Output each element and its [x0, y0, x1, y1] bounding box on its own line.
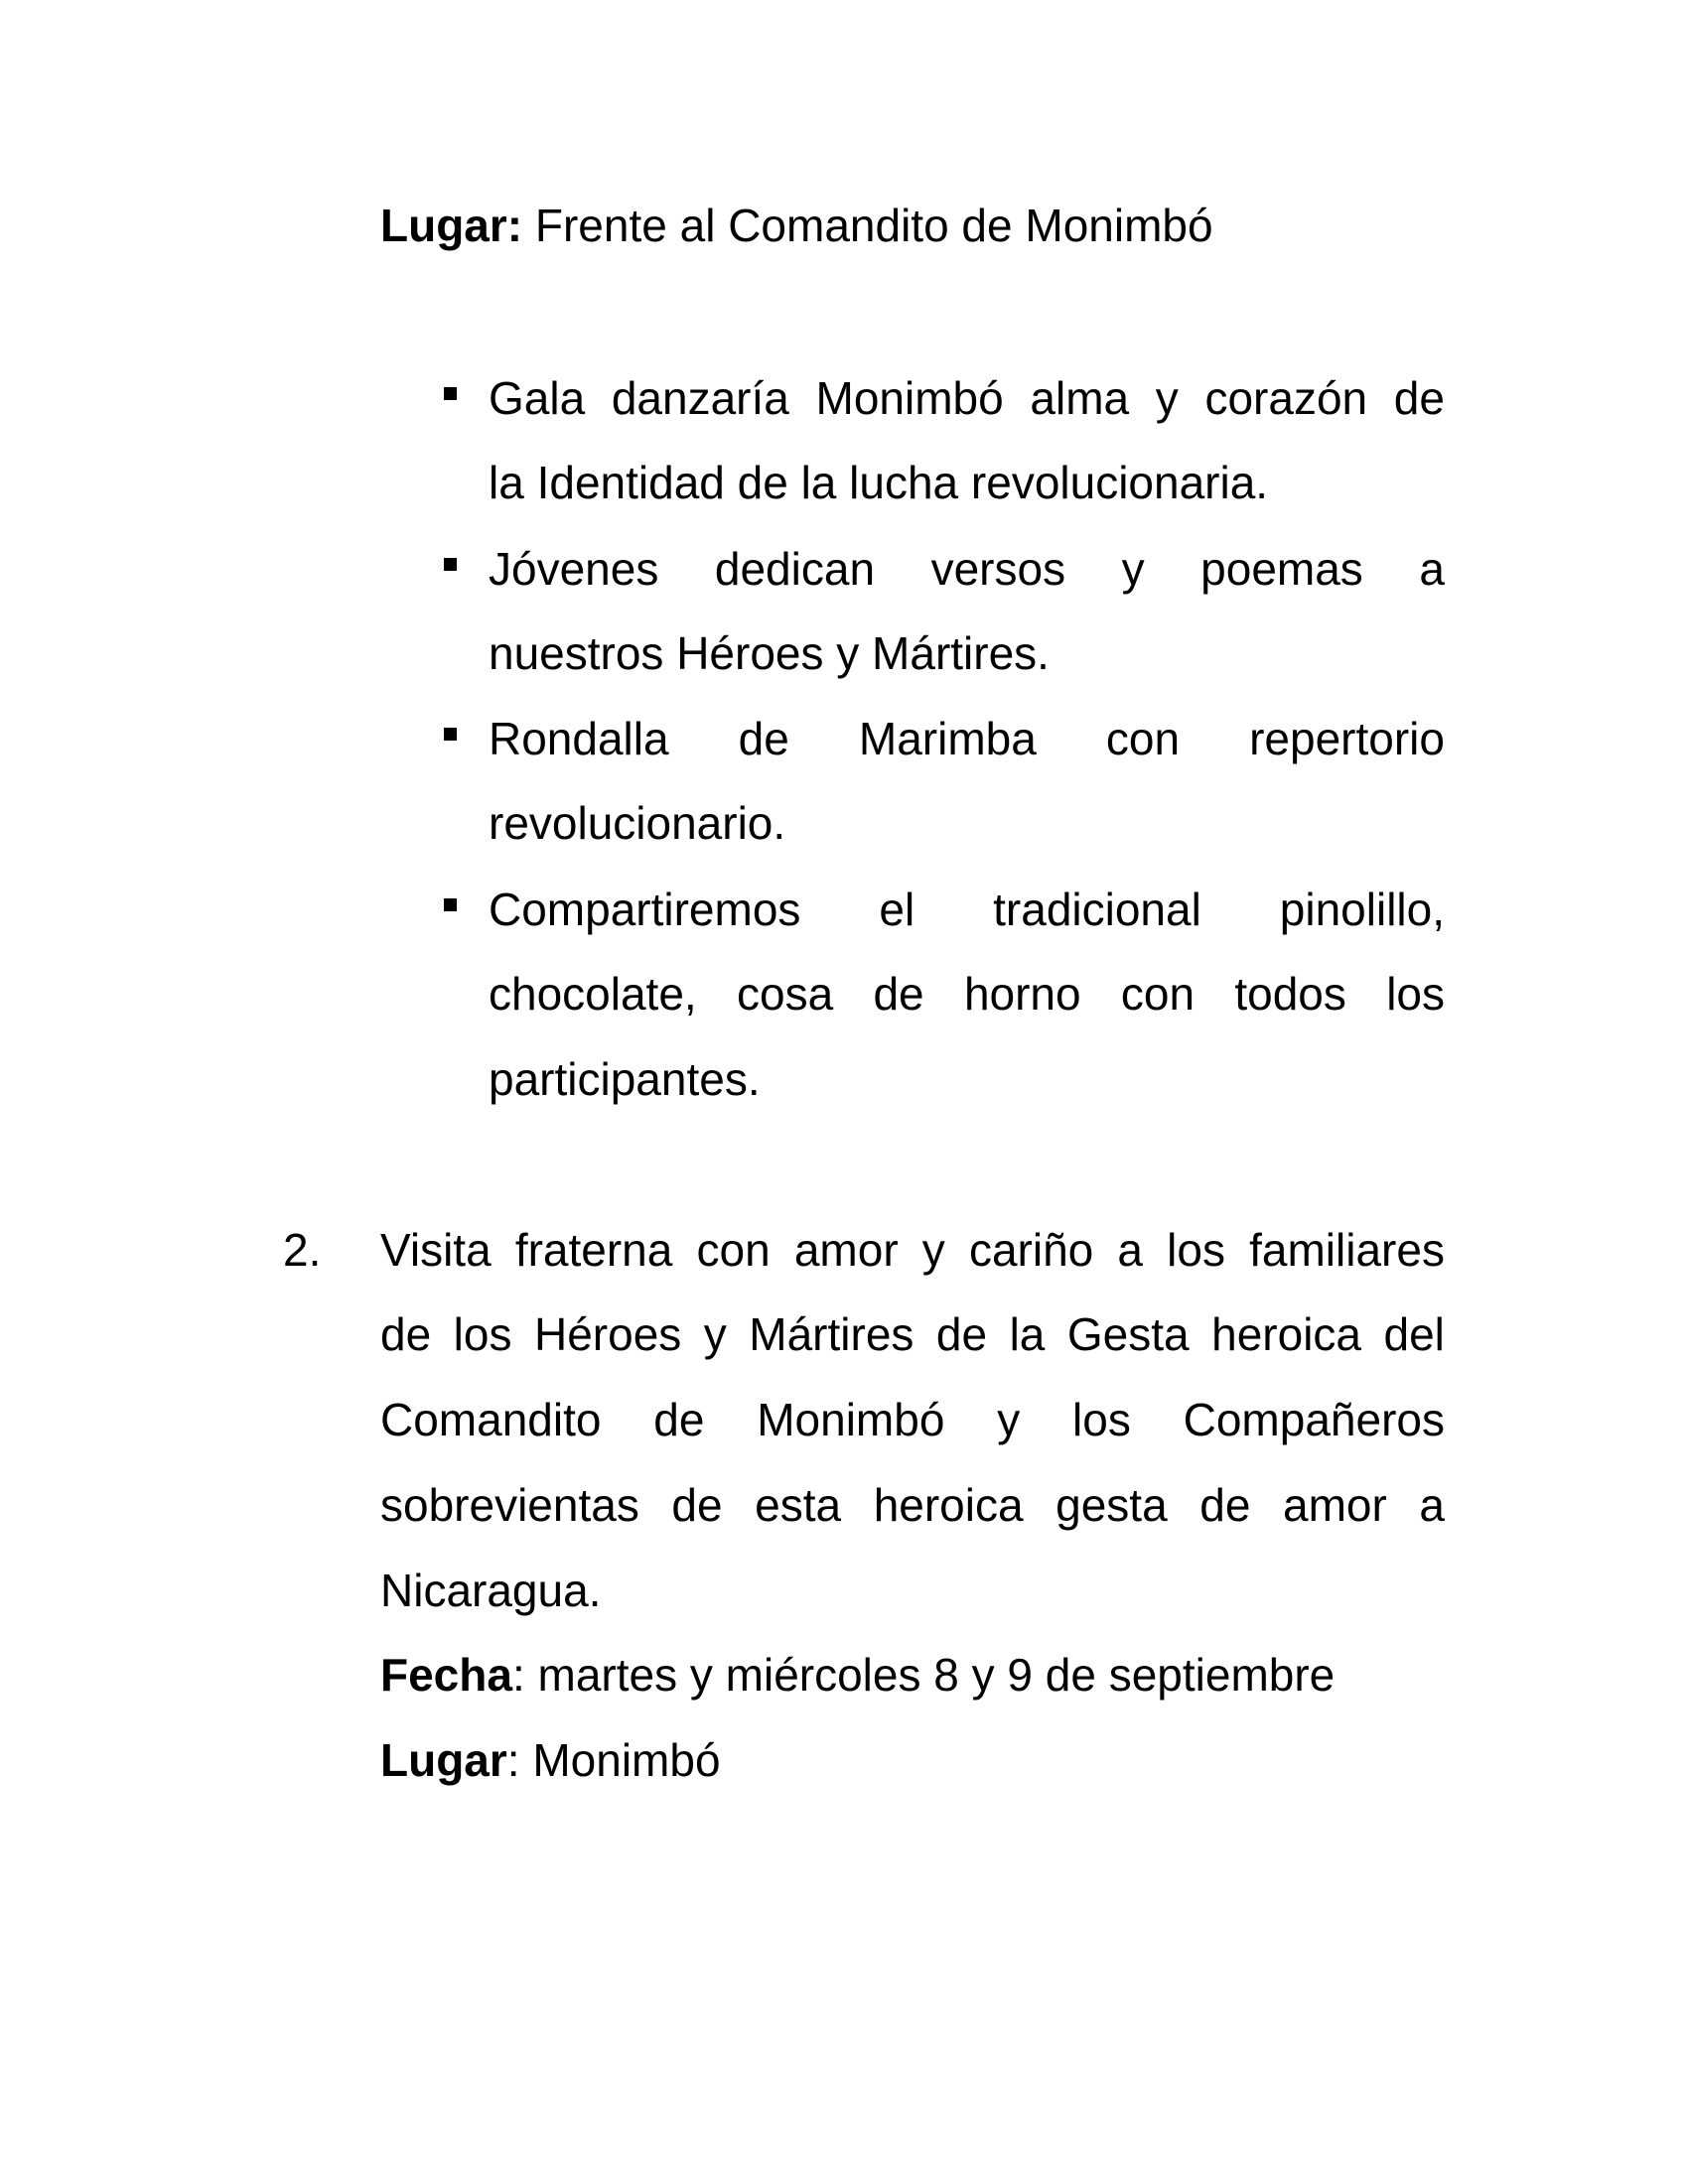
- word: amor: [1283, 1479, 1387, 1531]
- word: danzaría: [611, 372, 789, 424]
- word: de: [1393, 372, 1445, 424]
- word: fraterna: [514, 1224, 673, 1276]
- lugar-value: : Monimbó: [506, 1734, 721, 1786]
- item2-line-3: [380, 1394, 1445, 1445]
- item2-line-1: [380, 1224, 1445, 1276]
- word: de: [653, 1394, 705, 1445]
- word: Gesta: [1066, 1308, 1190, 1360]
- item-number: 2.: [283, 1224, 322, 1276]
- bullet-4-line-1: [489, 884, 1445, 935]
- fecha-line: [380, 1649, 1336, 1701]
- word: a: [1419, 1479, 1445, 1531]
- word: Comandito: [380, 1394, 602, 1445]
- word: Héroes: [533, 1308, 682, 1360]
- word: del: [1383, 1308, 1445, 1360]
- word: repertorio: [1249, 713, 1445, 764]
- word: de: [935, 1308, 988, 1360]
- word: Compañeros: [1183, 1394, 1445, 1445]
- word: amor: [793, 1224, 899, 1276]
- word: versos: [930, 543, 1066, 595]
- bullet-3-line-1: [489, 713, 1445, 764]
- word: Marimba: [858, 713, 1037, 764]
- item2-line-4: [380, 1479, 1445, 1531]
- fecha-value: : martes y miércoles 8 y 9 de septiembre: [511, 1649, 1336, 1701]
- word: Monimbó: [815, 372, 1004, 424]
- word: todos: [1234, 968, 1346, 1020]
- word: Monimbó: [757, 1394, 945, 1445]
- bullet-4-line-3: participantes.: [489, 1053, 761, 1105]
- word: familiares: [1249, 1224, 1445, 1276]
- word: poemas: [1200, 543, 1363, 595]
- word: Rondalla: [489, 713, 669, 764]
- word: y: [1155, 372, 1179, 424]
- word: esta: [755, 1479, 842, 1531]
- lugar-line: [380, 1734, 721, 1786]
- word: sobrevientas: [380, 1479, 639, 1531]
- word: alma: [1030, 372, 1130, 424]
- bullet-3-line-2: revolucionario.: [489, 797, 786, 849]
- bullet-1-line-2: la Identidad de la lucha revolucionaria.: [489, 457, 1269, 508]
- word: a: [1117, 1224, 1143, 1276]
- square-bullet-icon: [444, 728, 457, 741]
- word: de: [873, 968, 924, 1020]
- word: Jóvenes: [489, 543, 659, 595]
- item2-line-5: Nicaragua.: [380, 1565, 602, 1616]
- word: Compartiremos: [489, 884, 801, 935]
- lugar-header-value: Frente al Comandito de Monimbó: [522, 200, 1213, 251]
- word: Mártires: [749, 1308, 914, 1360]
- square-bullet-icon: [444, 387, 457, 400]
- word: chocolate,: [489, 968, 697, 1020]
- word: los: [1072, 1394, 1131, 1445]
- word: tradicional: [993, 884, 1201, 935]
- bullet-2-line-1: [489, 543, 1445, 595]
- word: cosa: [737, 968, 834, 1020]
- square-bullet-icon: [444, 558, 457, 571]
- word: de: [380, 1308, 432, 1360]
- word: de: [738, 713, 789, 764]
- word: y: [921, 1224, 945, 1276]
- lugar-label: Lugar: [380, 1734, 507, 1786]
- word: cariño: [968, 1224, 1094, 1276]
- word: heroica: [1211, 1308, 1361, 1360]
- word: los: [1386, 968, 1445, 1020]
- word: Gala: [489, 372, 586, 424]
- word: la: [1009, 1308, 1046, 1360]
- word: gesta: [1055, 1479, 1168, 1531]
- bullet-1-line-1: [489, 372, 1445, 424]
- word: los: [1167, 1224, 1225, 1276]
- item2-line-2: [380, 1308, 1445, 1360]
- word: con: [1105, 713, 1181, 764]
- lugar-header-label: Lugar:: [380, 200, 523, 251]
- word: y: [703, 1308, 727, 1360]
- square-bullet-icon: [444, 898, 457, 911]
- word: pinolillo,: [1279, 884, 1445, 935]
- word: el: [879, 884, 915, 935]
- word: horno: [963, 968, 1081, 1020]
- word: dedican: [714, 543, 876, 595]
- word: con: [1120, 968, 1196, 1020]
- word: de: [1199, 1479, 1251, 1531]
- word: con: [696, 1224, 771, 1276]
- word: a: [1419, 543, 1445, 595]
- lugar-header-line: [380, 200, 1213, 251]
- bullet-4-line-2: [489, 968, 1445, 1020]
- word: de: [671, 1479, 723, 1531]
- word: y: [1121, 543, 1145, 595]
- fecha-label: Fecha: [380, 1649, 512, 1701]
- word: heroica: [873, 1479, 1024, 1531]
- word: corazón: [1204, 372, 1368, 424]
- word: los: [453, 1308, 512, 1360]
- word: y: [997, 1394, 1021, 1445]
- bullet-2-line-2: nuestros Héroes y Mártires.: [489, 627, 1050, 679]
- word: Visita: [380, 1224, 492, 1276]
